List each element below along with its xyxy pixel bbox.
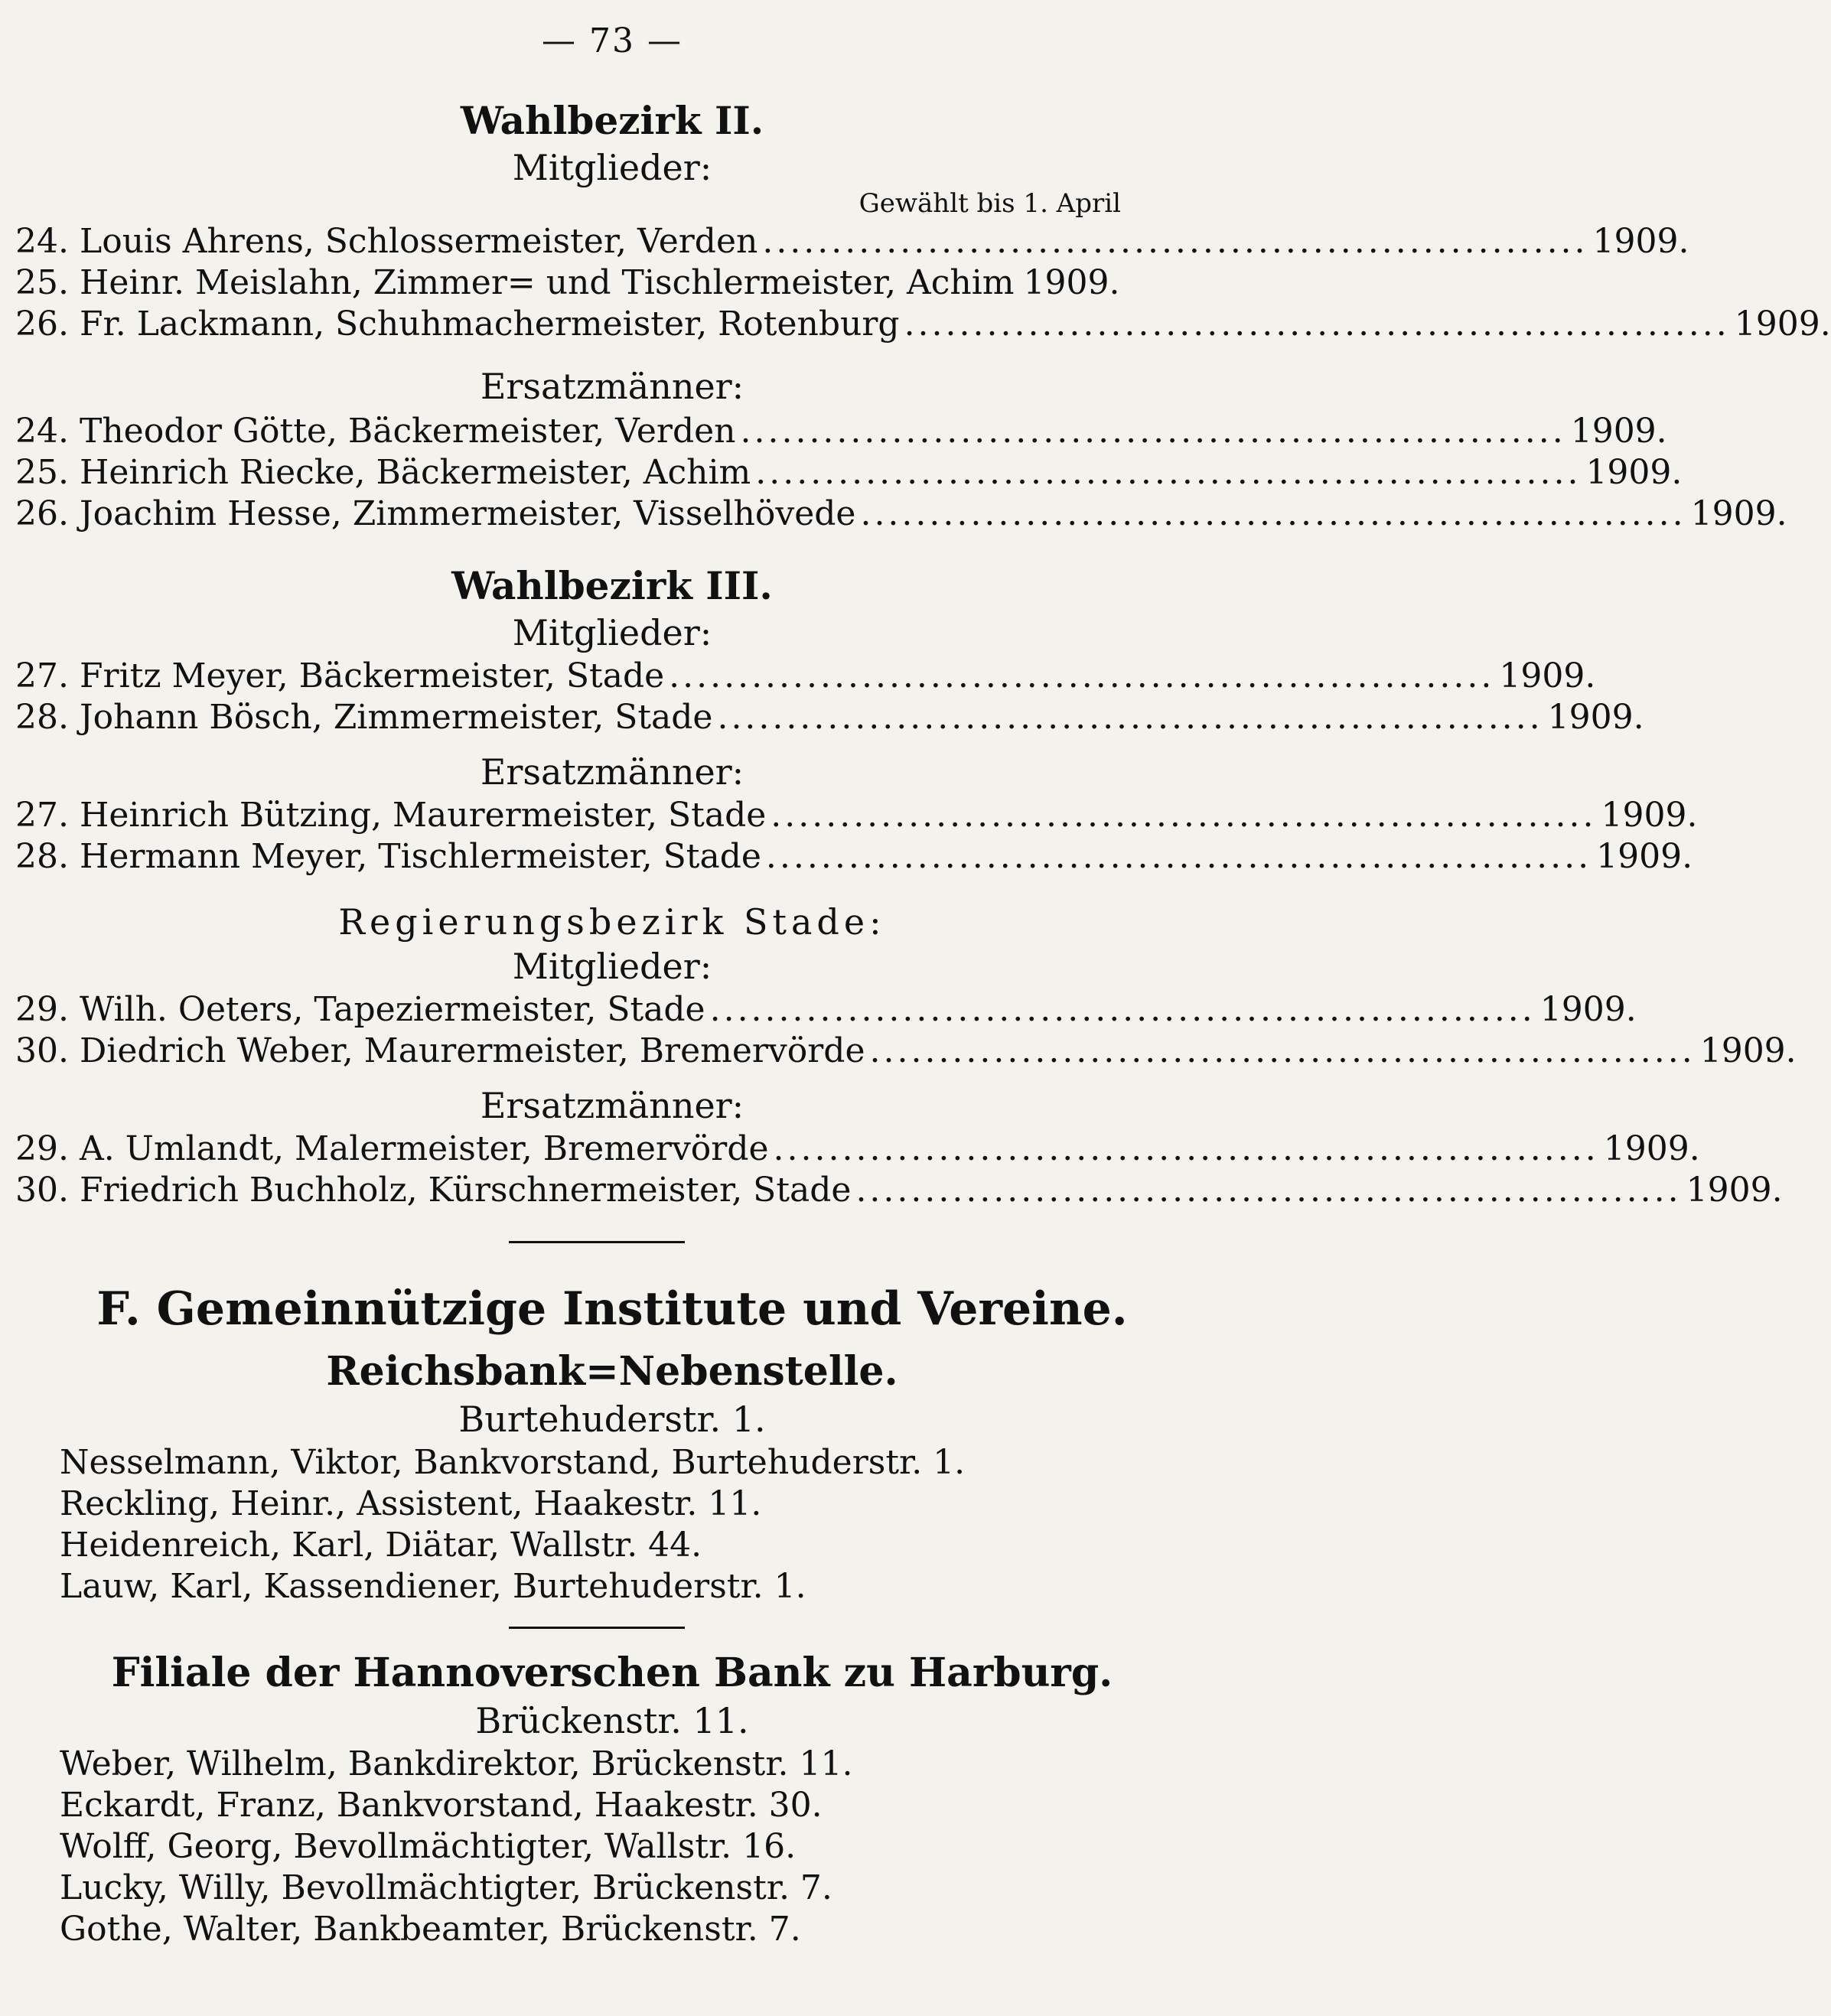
list-item: [0, 990, 1637, 1029]
regierungsbezirk-substitutes-heading: Ersatzmänner:: [480, 1085, 744, 1126]
entry-year: 1909.: [1601, 796, 1698, 835]
entry-name: Heinrich Bützing, Maurermeister, Stade: [80, 796, 767, 835]
elected-until-label: Gewählt bis 1. April: [858, 188, 1121, 219]
wahlbezirk-2-title: Wahlbezirk II.: [460, 98, 764, 143]
entry-number: 28.: [15, 698, 69, 737]
reichsbank-address: Burtehuderstr. 1.: [458, 1399, 766, 1440]
list-item: [0, 1171, 1783, 1210]
entry-name: Diedrich Weber, Maurermeister, Bremervörde: [80, 1031, 865, 1070]
list-item: [0, 412, 1667, 451]
list-item: [0, 1031, 1797, 1070]
list-item: Wolff, Georg, Bevollmächtigter, Wallstr. 16.: [60, 1827, 797, 1866]
divider: [509, 1627, 685, 1629]
entry-number: 24.: [15, 412, 69, 451]
wahlbezirk-3-title: Wahlbezirk III.: [451, 563, 773, 608]
list-item: Nesselmann, Viktor, Bankvorstand, Burtehuderstr. 1.: [60, 1443, 966, 1482]
reichsbank-title: Reichsbank=Nebenstelle.: [326, 1348, 898, 1395]
leader-dots: ............................................................: [773, 1129, 1599, 1168]
leader-dots: ............................................................: [765, 837, 1592, 876]
entry-year: 1909.: [1585, 453, 1683, 492]
entry-year: 1909.: [1699, 1031, 1797, 1070]
entry-number: 27.: [15, 656, 69, 695]
leader-dots: ............................................................: [904, 305, 1730, 344]
list-item: [0, 453, 1683, 492]
divider: [509, 1241, 685, 1243]
leader-dots: ............................................................: [855, 1171, 1682, 1210]
entry-year: 1909.: [1690, 494, 1787, 533]
list-item: [0, 305, 1831, 344]
leader-dots: ............................................................: [762, 222, 1588, 261]
leader-dots: ............................................................: [669, 656, 1495, 695]
list-item: [0, 837, 1693, 876]
wahlbezirk-3-substitutes-heading: Ersatzmänner:: [480, 751, 744, 793]
leader-dots: ............................................................: [709, 990, 1536, 1029]
wahlbezirk-2-members-heading: Mitglieder:: [512, 147, 712, 188]
entry-name: Hermann Meyer, Tischlermeister, Stade: [80, 837, 761, 876]
leader-dots: ............................................................: [755, 453, 1582, 492]
entry-number: 30.: [15, 1031, 69, 1070]
entry-number: 30.: [15, 1171, 69, 1210]
entry-name: Joachim Hesse, Zimmermeister, Visselhövede: [80, 494, 856, 533]
list-item: Lucky, Willy, Bevollmächtigter, Brückenstr. 7.: [60, 1868, 832, 1907]
wahlbezirk-3-members-heading: Mitglieder:: [512, 612, 712, 653]
regierungsbezirk-members-heading: Mitglieder:: [512, 946, 712, 987]
page-number: — 73 —: [542, 21, 683, 60]
entry-number: 25.: [15, 453, 69, 492]
entry-year: 1909.: [1539, 990, 1637, 1029]
entry-name: Louis Ahrens, Schlossermeister, Verden: [80, 222, 758, 261]
entry-name: Heinrich Riecke, Bäckermeister, Achim: [80, 453, 751, 492]
entry-number: 24.: [15, 222, 69, 261]
leader-dots: ............................................................: [771, 796, 1597, 835]
entry-year: 1909.: [1603, 1129, 1700, 1168]
list-item: [0, 656, 1596, 695]
entry-name: A. Umlandt, Malermeister, Bremervörde: [80, 1129, 769, 1168]
entry-name: Wilh. Oeters, Tapeziermeister, Stade: [80, 990, 705, 1029]
entry-year: 1909.: [1570, 412, 1667, 451]
leader-dots: ............................................................: [740, 412, 1566, 451]
list-item: [0, 494, 1787, 533]
entry-number: 26.: [15, 494, 69, 533]
filiale-address: Brückenstr. 11.: [475, 1700, 749, 1741]
entry-number: 29.: [15, 990, 69, 1029]
entry-name: Theodor Götte, Bäckermeister, Verden: [80, 412, 736, 451]
list-item: [0, 263, 1120, 302]
list-item: Heidenreich, Karl, Diätar, Wallstr. 44.: [60, 1526, 702, 1565]
entry-name: Johann Bösch, Zimmermeister, Stade: [80, 698, 713, 737]
list-item: [0, 698, 1644, 737]
list-item: Lauw, Karl, Kassendiener, Burtehuderstr. 1.: [60, 1567, 806, 1606]
section-f-title: F. Gemeinnützige Institute und Vereine.: [96, 1282, 1128, 1336]
entry-number: 27.: [15, 796, 69, 835]
leader-dots: ............................................................: [869, 1031, 1696, 1070]
leader-dots: ............................................................: [717, 698, 1543, 737]
entry-name: Friedrich Buchholz, Kürschnermeister, Stade: [80, 1171, 852, 1210]
entry-number: 28.: [15, 837, 69, 876]
list-item: [0, 1129, 1700, 1168]
entry-year: 1909.: [1734, 305, 1831, 344]
entry-year: 1909.: [1596, 837, 1693, 876]
entry-year: 1909.: [1592, 222, 1689, 261]
entry-year: 1909.: [1499, 656, 1596, 695]
entry-name: Heinr. Meislahn, Zimmer= und Tischlermeister, Achim: [80, 263, 1015, 302]
entry-year: 1909.: [1686, 1171, 1783, 1210]
entry-number: 29.: [15, 1129, 69, 1168]
list-item: Eckardt, Franz, Bankvorstand, Haakestr. 30.: [60, 1786, 823, 1825]
wahlbezirk-2-substitutes-heading: Ersatzmänner:: [480, 366, 744, 407]
filiale-title: Filiale der Hannoverschen Bank zu Harburg.: [111, 1650, 1113, 1696]
entry-name: Fr. Lackmann, Schuhmachermeister, Rotenburg: [80, 305, 900, 344]
list-item: [0, 222, 1689, 261]
entry-number: 25.: [15, 263, 69, 302]
entry-number: 26.: [15, 305, 69, 344]
leader-dots: ............................................................: [860, 494, 1686, 533]
entry-year: 1909.: [1023, 263, 1120, 302]
list-item: Weber, Wilhelm, Bankdirektor, Brückenstr. 11.: [60, 1744, 853, 1783]
regierungsbezirk-title: Regierungsbezirk Stade:: [338, 901, 886, 943]
list-item: Gothe, Walter, Bankbeamter, Brückenstr. 7.: [60, 1910, 801, 1949]
entry-year: 1909.: [1547, 698, 1644, 737]
list-item: Reckling, Heinr., Assistent, Haakestr. 11.: [60, 1484, 762, 1523]
entry-name: Fritz Meyer, Bäckermeister, Stade: [80, 656, 665, 695]
list-item: [0, 796, 1698, 835]
